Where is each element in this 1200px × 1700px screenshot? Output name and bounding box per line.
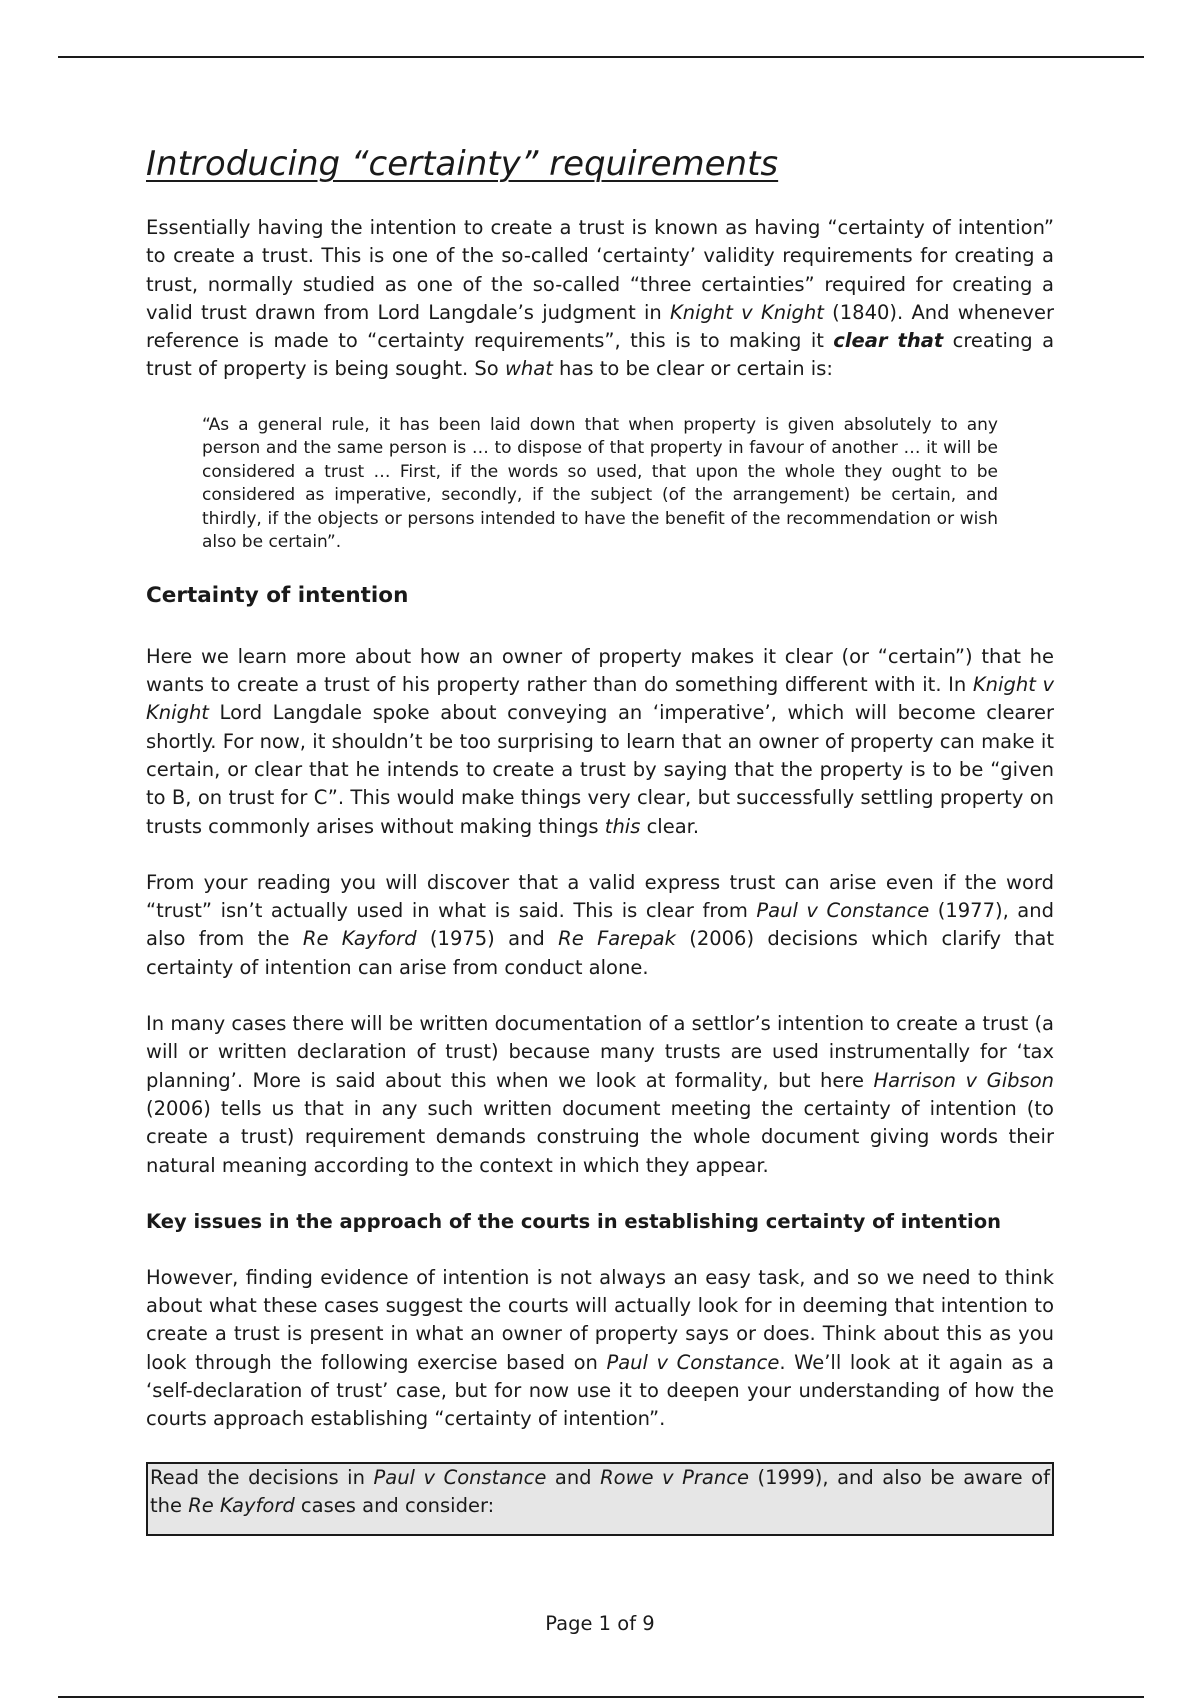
paragraph-written-documentation: In many cases there will be written documentation of a settlor’s intention to create a trust (a will or written declaration of trust) because many trusts are used instrumentally for ‘tax planning’. More is said about this when we look at formality, but here Harrison v Gibson (2006) tells us that in any such written document meeting the certainty of intention (to create a trust) requirement demands construing the whole document giving words their natural meaning according to the context in which they appear.: [146, 1012, 1054, 1177]
paragraph-conduct: From your reading you will discover that a valid express trust can arise even if the word “trust” isn’t actually used in what is said. This is clear from Paul v Constance (1977), and also from the Re Kayford (1975) and Re Farepak (2006) decisions which clarify that certainty of intention can arise from conduct alone.: [146, 870, 1055, 979]
header-rule: [58, 56, 1144, 58]
subheading-key-issues: Key issues in the approach of the courts in establishing certainty of intention: [146, 1209, 1002, 1233]
paragraph-evidence: However, finding evidence of intention is not always an easy task, and so we need to think about what these cases suggest the courts will actually look for in deeming that intention to create a trust is present in what an owner of property says or does. Think about this as you look through the following exercise based on Paul v Constance. We’ll look at it again as a ‘self-declaration of trust’ case, but for now use it to deepen your understanding of how the courts approach establishing “certainty of intention”.: [146, 1265, 1054, 1431]
page-title: Introducing “certainty” requirements: [146, 144, 779, 184]
page-number: Page 1 of 9: [545, 1612, 655, 1635]
section-heading-certainty: Certainty of intention: [146, 582, 409, 608]
activity-box: Read the decisions in Paul v Constance and Rowe v Prance (1999), and also be aware of the Re Kayford cases and consider:: [146, 1462, 1054, 1536]
intro-paragraph: Essentially having the intention to create a trust is known as having “certainty of intention” to create a trust. This is one of the so-called ‘certainty’ validity requirements for creating a trust, normally studied as one of the so-called “three certainties” required for creating a valid trust drawn from Lord Langdale’s judgment in Knight v Knight (1840). And whenever reference is made to “certainty requirements”, this is to making it clear that creating a trust of property is being sought. So what has to be clear or certain is:: [146, 216, 1055, 381]
page-content: [146, 142, 1054, 1536]
paragraph-imperative: Here we learn more about how an owner of property makes it clear (or “certain”) that he wants to create a trust of his property rather than do something different with it. In Knight v Knight Lord Langdale spoke about conveying an ‘imperative’, which will become clearer shortly. For now, it shouldn’t be too surprising to learn that an owner of property can make it certain, or clear that he intends to create a trust by saying that the property is to be “given to B, on trust for C”. This would make things very clear, but successfully settling property on trusts commonly arises without making things this clear.: [146, 644, 1054, 838]
langdale-quote: “As a general rule, it has been laid down that when property is given absolutely to any person and the same person is … to dispose of that property in favour of another … it will be considered a trust … First, if the words so used, that upon the whole they ought to be considered as imperative, secondly, if the subject (of the arrangement) be certain, and thirdly, if the objects or persons intended to have the benefit of the recommendation or wish also be certain”.: [202, 414, 998, 553]
footer-rule: [58, 1696, 1144, 1698]
